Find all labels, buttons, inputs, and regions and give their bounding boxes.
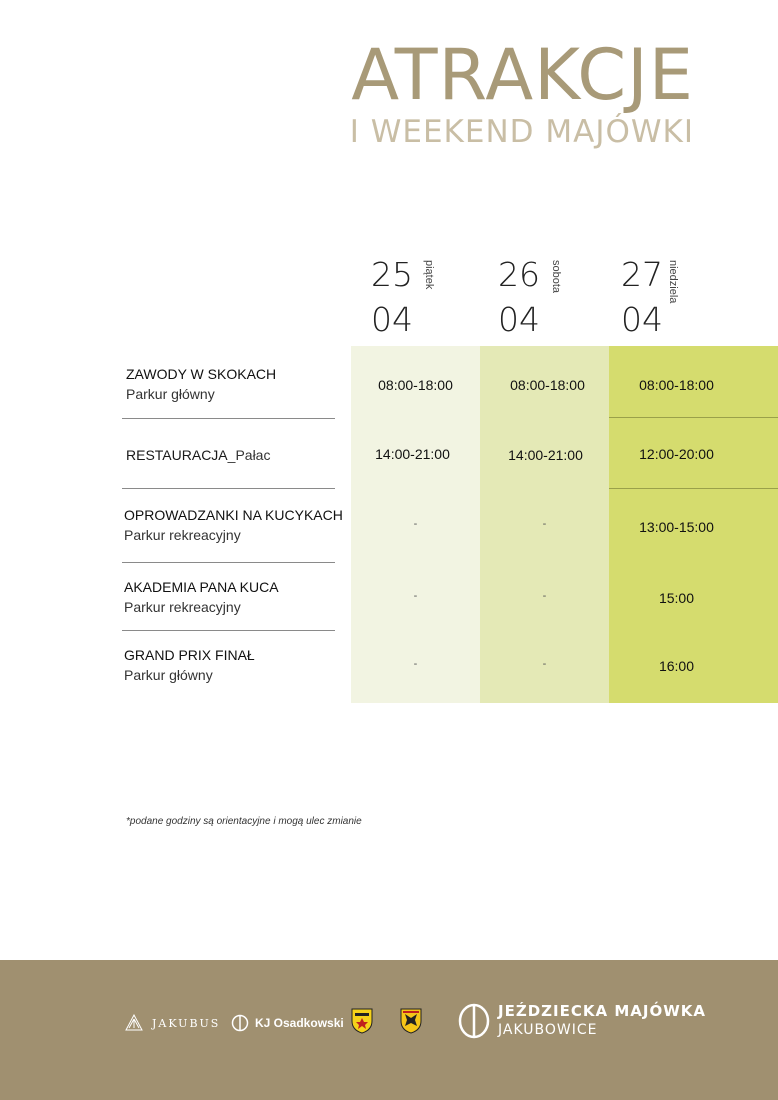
jezdziecka-majowka-logo <box>458 1002 706 1040</box>
day-header-3 <box>601 255 729 339</box>
disclaimer-note: *podane godziny są orientacyjne i mogą ulec zmianie <box>126 816 362 827</box>
event-location: Parkur główny <box>126 386 215 402</box>
event-name: GRAND PRIX FINAŁ <box>124 647 255 663</box>
county-crest-icon <box>400 1008 422 1034</box>
event-location: Parkur rekreacyjny <box>124 599 241 615</box>
time-cell: - <box>542 590 547 602</box>
event-location: _Pałac <box>227 447 271 463</box>
day-number: 27 <box>621 255 663 294</box>
month-number: 04 <box>621 300 663 339</box>
jakubus-logo-icon <box>124 1014 144 1032</box>
kj-logo-icon <box>231 1014 249 1032</box>
event-location: Parkur rekreacyjny <box>124 527 241 543</box>
event-location: Parkur główny <box>124 667 213 683</box>
event-label <box>124 577 279 617</box>
time-cell: 08:00-18:00 <box>639 377 714 393</box>
month-number: 04 <box>371 300 413 339</box>
day-header-1 <box>351 255 479 339</box>
municipal-crest-icon <box>351 1008 373 1034</box>
time-cell: - <box>413 518 418 530</box>
time-cell: 16:00 <box>658 658 695 674</box>
time-cell: 13:00-15:00 <box>639 519 714 535</box>
event-name: AKADEMIA PANA KUCA <box>124 579 279 595</box>
time-cell: 14:00-21:00 <box>375 446 450 462</box>
page-subtitle: I WEEKEND MAJÓWKI <box>349 114 694 150</box>
day-header-2 <box>478 255 606 339</box>
time-cell: 08:00-18:00 <box>378 377 453 393</box>
time-cell: 15:00 <box>658 590 695 606</box>
row-divider <box>609 417 778 418</box>
row-divider <box>122 630 335 631</box>
time-cell: - <box>542 658 547 670</box>
day-name: niedziela <box>667 260 679 304</box>
day-number: 25 <box>371 255 413 294</box>
brand-logo-icon <box>458 1003 490 1039</box>
day-name: piątek <box>423 260 435 290</box>
row-divider <box>122 418 335 419</box>
event-label <box>126 364 276 404</box>
day-name: sobota <box>550 260 562 294</box>
time-cell: - <box>413 590 418 602</box>
kj-osadkowski-logo <box>231 1014 344 1032</box>
page-title: ATRAKCJE <box>351 34 694 116</box>
event-name: OPROWADZANKI NA KUCYKACH <box>124 507 343 523</box>
row-divider <box>609 488 778 489</box>
time-cell: - <box>413 658 418 670</box>
row-divider <box>122 562 335 563</box>
event-label <box>124 505 343 545</box>
brand-title: JEŹDZIECKA MAJÓWKA <box>498 1002 706 1020</box>
brand-subtitle: JAKUBOWICE <box>498 1022 598 1038</box>
jakubus-logo <box>124 1014 220 1032</box>
time-cell: 08:00-18:00 <box>510 377 585 393</box>
kj-logo-text: KJ Osadkowski <box>255 1016 344 1030</box>
day-number: 26 <box>498 255 540 294</box>
time-cell: 12:00-20:00 <box>639 446 714 462</box>
time-cell: - <box>542 518 547 530</box>
page-header <box>349 34 694 150</box>
event-name: ZAWODY W SKOKACH <box>126 366 277 382</box>
event-label <box>124 645 255 685</box>
time-cell: 14:00-21:00 <box>508 447 583 463</box>
jakubus-logo-text: JAKUBUS <box>152 1016 221 1030</box>
month-number: 04 <box>498 300 540 339</box>
row-divider <box>122 488 335 489</box>
event-label <box>126 445 270 465</box>
event-name: RESTAURACJA <box>126 447 228 463</box>
